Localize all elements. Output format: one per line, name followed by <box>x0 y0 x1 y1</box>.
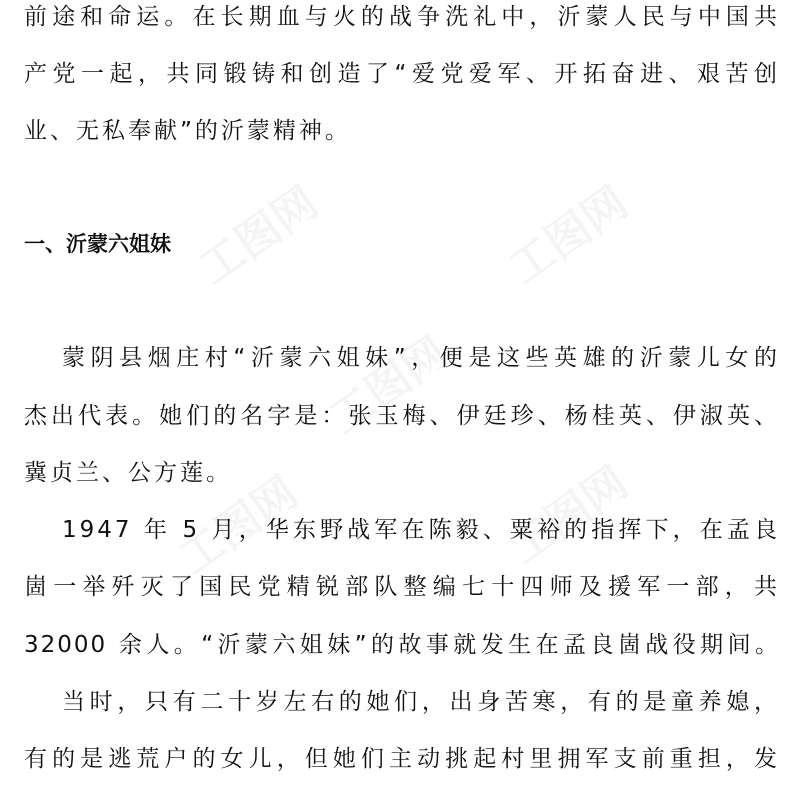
text-line: 蒙阴县烟庄村“沂蒙六姐妹”，便是这些英雄的沂蒙儿女的 <box>62 345 780 371</box>
text-line: 产党一起，共同锻铸和创造了“爱党爱军、开拓奋进、艰苦创 <box>24 61 780 87</box>
text-line: 32000 余人。“沂蒙六姐妹”的故事就发生在孟良崮战役期间。 <box>24 632 780 658</box>
text-line: 崮一举歼灭了国民党精锐部队整编七十四师及援军一部，共 <box>24 574 780 600</box>
text-line: 1947 年 5 月，华东野战军在陈毅、粟裕的指挥下，在孟良 <box>62 517 780 543</box>
text-line: 冀贞兰、公方莲。 <box>24 460 232 486</box>
text-line: 当时，只有二十岁左右的她们，出身苦寒，有的是童养媳， <box>62 689 780 715</box>
text-line: 业、无私奉献”的沂蒙精神。 <box>24 118 351 144</box>
text-line: 前途和命运。在长期血与火的战争洗礼中，沂蒙人民与中国共 <box>24 4 780 30</box>
text-line: 杰出代表。她们的名字是：张玉梅、伊廷珍、杨桂英、伊淑英、 <box>24 403 780 429</box>
section-heading: 一、沂蒙六姐妹 <box>24 232 171 256</box>
text-line: 有的是逃荒户的女儿，但她们主动挑起村里拥军支前重担，发 <box>24 746 780 772</box>
